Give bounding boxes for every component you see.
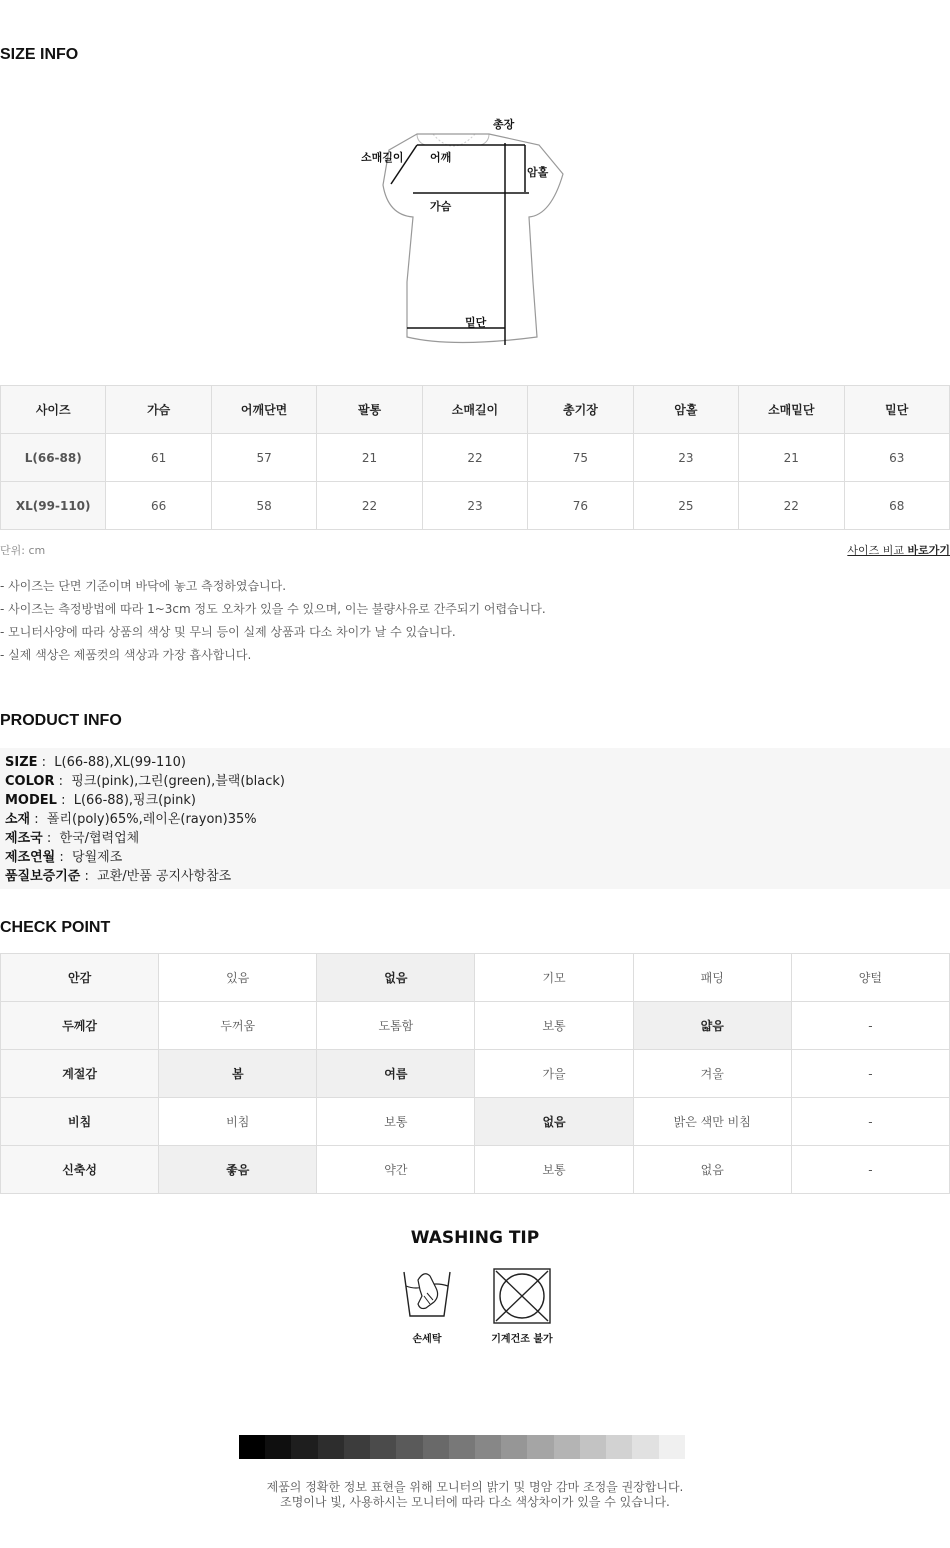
product-row-label: 품질보증기준: [5, 869, 81, 884]
gamma-swatch: [501, 1435, 527, 1459]
product-row-value: L(66-88),XL(99-110): [54, 755, 186, 770]
check-option-cell: 도톰함: [317, 1002, 475, 1050]
header-cell: 사이즈: [1, 386, 106, 434]
size-table-header: [1, 386, 950, 434]
gamma-swatch: [265, 1435, 291, 1459]
gamma-bar: [239, 1435, 711, 1459]
gamma-swatch: [396, 1435, 422, 1459]
size-info-title: SIZE INFO: [0, 46, 79, 63]
check-row-label: 두께감: [1, 1002, 159, 1050]
table-cell: 63: [844, 434, 950, 482]
table-cell: 57: [211, 434, 316, 482]
table-row: [1, 482, 950, 530]
wash-item: [487, 1266, 557, 1345]
check-row-label: 비침: [1, 1098, 159, 1146]
check-option-cell: -: [791, 1050, 949, 1098]
product-row: SIZE : L(66-88),XL(99-110): [5, 755, 186, 770]
table-cell: 22: [422, 434, 527, 482]
label-sleeve-length: 소매길이: [361, 151, 404, 164]
table-cell: 25: [633, 482, 738, 530]
check-option-cell: -: [791, 1098, 949, 1146]
table-cell: 23: [422, 482, 527, 530]
table-row: [1, 434, 950, 482]
unit-label: 단위: cm: [0, 544, 46, 557]
check-option-cell: 기모: [475, 954, 633, 1002]
note-line: - 모니터사양에 따라 상품의 색상 및 무늬 등이 실제 상품과 다소 차이가 날 수 있습니다.: [0, 625, 456, 639]
gamma-swatch: [239, 1435, 265, 1459]
product-info-title: PRODUCT INFO: [0, 712, 122, 729]
label-hem: 밑단: [465, 316, 487, 329]
check-option-cell: 밝은 색만 비침: [633, 1098, 791, 1146]
size-table: [0, 385, 950, 530]
table-cell: 22: [739, 482, 844, 530]
check-option-cell: -: [791, 1002, 949, 1050]
table-row: [1, 1050, 950, 1098]
gamma-swatch: [659, 1435, 685, 1459]
monitor-notice-line: 제품의 정확한 정보 표현을 위해 모니터의 밝기 및 명암 감마 조정을 권장합니다.: [266, 1480, 684, 1494]
note-line: - 실제 색상은 제품컷의 색상과 가장 흡사합니다.: [0, 648, 252, 662]
check-option-cell: 좋음: [159, 1146, 317, 1194]
gamma-swatch: [423, 1435, 449, 1459]
check-option-cell: 보통: [317, 1098, 475, 1146]
washing-tip-title: WASHING TIP: [410, 1228, 540, 1248]
table-row: [1, 1146, 950, 1194]
table-cell: 75: [528, 434, 633, 482]
header-cell: 암홀: [633, 386, 738, 434]
table-cell: 21: [739, 434, 844, 482]
table-row: [1, 1098, 950, 1146]
table-cell: 22: [317, 482, 422, 530]
product-row: COLOR : 핑크(pink),그린(green),블랙(black): [5, 774, 285, 789]
gamma-swatch: [580, 1435, 606, 1459]
label-total-length: 총장: [493, 118, 515, 131]
product-info-box: [0, 748, 950, 889]
check-option-cell: 없음: [317, 954, 475, 1002]
gamma-swatch: [554, 1435, 580, 1459]
product-row-value: 당월제조: [72, 850, 123, 865]
label-shoulder: 어깨: [430, 151, 452, 164]
product-row: 제조연월 : 당월제조: [5, 850, 123, 865]
table-cell: 23: [633, 434, 738, 482]
gamma-swatch: [685, 1435, 711, 1459]
gamma-swatch: [449, 1435, 475, 1459]
product-row-label: MODEL: [5, 793, 57, 808]
check-option-cell: 가을: [475, 1050, 633, 1098]
size-notes: [0, 575, 546, 667]
note-line: - 사이즈는 측정방법에 따라 1~3cm 정도 오차가 있을 수 있으며, 이는 불량사유로 간주되기 어렵습니다.: [0, 602, 546, 616]
table-cell: 66: [106, 482, 211, 530]
header-cell: 가슴: [106, 386, 211, 434]
table-cell: 61: [106, 434, 211, 482]
check-option-cell: 두꺼움: [159, 1002, 317, 1050]
gamma-swatch: [606, 1435, 632, 1459]
product-row-value: 교환/반품 공지사항참조: [97, 869, 232, 884]
check-row-label: 신축성: [1, 1146, 159, 1194]
check-option-cell: 봄: [159, 1050, 317, 1098]
product-row: 소재 : 폴리(poly)65%,레이온(rayon)35%: [5, 812, 257, 827]
check-row-label: 안감: [1, 954, 159, 1002]
product-row-label: 소재: [5, 812, 31, 827]
wash-label: 손세탁: [412, 1334, 442, 1345]
label-chest: 가슴: [430, 200, 452, 213]
gamma-swatch: [370, 1435, 396, 1459]
header-cell: 팔통: [317, 386, 422, 434]
check-option-cell: 여름: [317, 1050, 475, 1098]
table-cell: 21: [317, 434, 422, 482]
size-compare-link[interactable]: [847, 542, 950, 558]
size-label-cell: XL(99-110): [1, 482, 106, 530]
label-armhole: 암홀: [527, 166, 549, 179]
monitor-notice: [0, 1480, 950, 1510]
check-option-cell: 없음: [633, 1146, 791, 1194]
check-option-cell: -: [791, 1146, 949, 1194]
product-row-value: 핑크(pink),그린(green),블랙(black): [71, 774, 285, 789]
note-line: - 사이즈는 단면 기준이며 바닥에 놓고 측정하였습니다.: [0, 579, 287, 593]
check-option-cell: 보통: [475, 1146, 633, 1194]
check-option-cell: 없음: [475, 1098, 633, 1146]
check-row-label: 계절감: [1, 1050, 159, 1098]
wash-item: [392, 1266, 462, 1345]
size-compare-prefix: 사이즈 비교: [847, 544, 908, 557]
product-row: MODEL : L(66-88),핑크(pink): [5, 793, 196, 808]
gamma-swatch: [632, 1435, 658, 1459]
header-cell: 총기장: [528, 386, 633, 434]
check-option-cell: 양털: [791, 954, 949, 1002]
product-row: 품질보증기준 : 교환/반품 공지사항참조: [5, 869, 232, 884]
table-row: [1, 1002, 950, 1050]
table-cell: 76: [528, 482, 633, 530]
check-option-cell: 비침: [159, 1098, 317, 1146]
check-option-cell: 있음: [159, 954, 317, 1002]
check-option-cell: 겨울: [633, 1050, 791, 1098]
size-compare-link-text[interactable]: 바로가기: [907, 544, 950, 557]
gamma-swatch: [291, 1435, 317, 1459]
wash-label: 기계건조 불가: [491, 1334, 553, 1345]
no-tumble-dry-icon: [491, 1266, 553, 1326]
header-cell: 소매길이: [422, 386, 527, 434]
check-option-cell: 약간: [317, 1146, 475, 1194]
check-point-title: CHECK POINT: [0, 919, 111, 936]
product-row: 제조국 : 한국/협력업체: [5, 831, 140, 846]
product-row-value: L(66-88),핑크(pink): [73, 793, 196, 808]
check-option-cell: 보통: [475, 1002, 633, 1050]
size-label-cell: L(66-88): [1, 434, 106, 482]
gamma-swatch: [475, 1435, 501, 1459]
header-cell: 어깨단면: [211, 386, 316, 434]
product-row-label: 제조국: [5, 831, 43, 846]
table-cell: 68: [844, 482, 950, 530]
monitor-notice-line: 조명이나 빛, 사용하시는 모니터에 따라 다소 색상차이가 있을 수 있습니다.: [280, 1495, 670, 1509]
table-cell: 58: [211, 482, 316, 530]
product-row-value: 한국/협력업체: [59, 831, 140, 846]
check-point-table: [0, 953, 950, 1194]
product-row-label: COLOR: [5, 774, 55, 789]
table-row: [1, 954, 950, 1002]
gamma-swatch: [344, 1435, 370, 1459]
check-option-cell: 패딩: [633, 954, 791, 1002]
hand-wash-icon: [396, 1266, 458, 1326]
product-row-value: 폴리(poly)65%,레이온(rayon)35%: [46, 812, 257, 827]
size-diagram: [355, 112, 575, 352]
product-row-label: 제조연월: [5, 850, 56, 865]
header-cell: 밑단: [844, 386, 950, 434]
header-cell: 소매밑단: [739, 386, 844, 434]
gamma-swatch: [527, 1435, 553, 1459]
product-row-label: SIZE: [5, 755, 38, 770]
gamma-swatch: [318, 1435, 344, 1459]
check-option-cell: 얇음: [633, 1002, 791, 1050]
